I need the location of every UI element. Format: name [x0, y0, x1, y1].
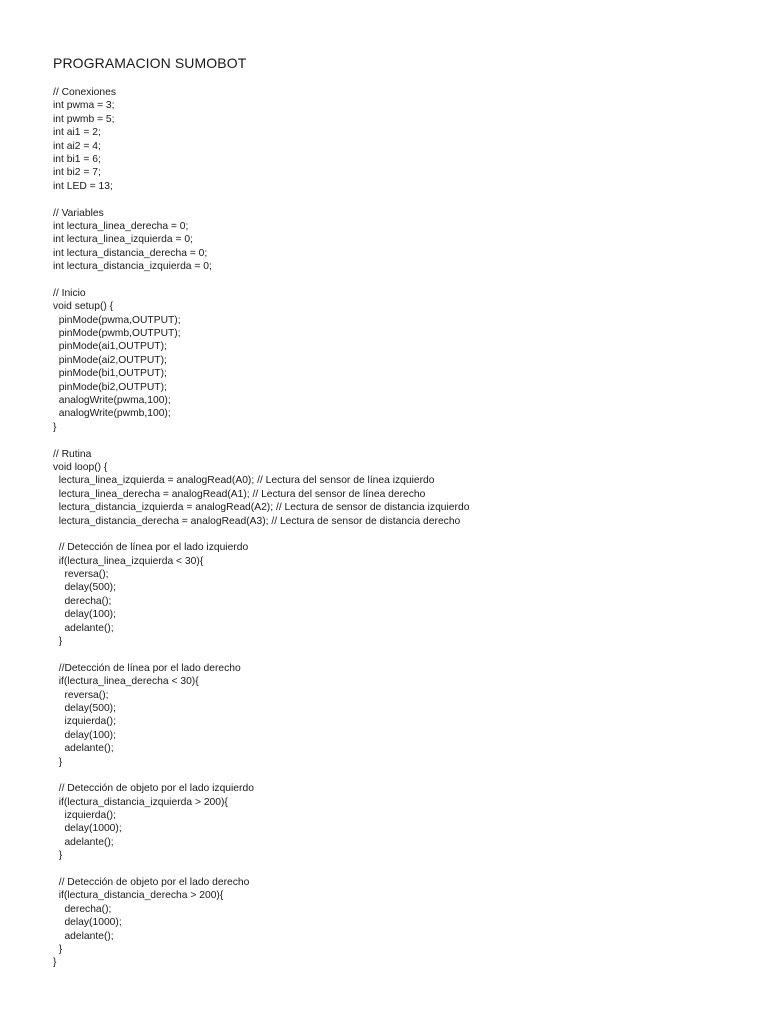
- code-line: [53, 648, 753, 661]
- code-line: [53, 434, 753, 447]
- code-line: //Detección de línea por el lado derecho: [53, 662, 241, 674]
- code-line: // Variables: [53, 207, 104, 219]
- code-line: }: [53, 957, 57, 969]
- code-line: int bi1 = 6;: [53, 153, 101, 165]
- code-line: // Inicio: [53, 287, 86, 299]
- code-line: izquierda();: [53, 810, 116, 822]
- code-line: [53, 273, 753, 286]
- code-line: if(lectura_distancia_derecha > 200){: [53, 890, 224, 902]
- code-line: izquierda();: [53, 716, 116, 728]
- code-line: lectura_linea_derecha = analogRead(A1); // Lectura del sensor de línea derecho: [53, 488, 426, 500]
- code-line: reversa();: [53, 569, 109, 581]
- code-line: [53, 193, 753, 206]
- code-line: // Detección de línea por el lado izquierdo: [53, 542, 249, 554]
- code-line: int LED = 13;: [53, 180, 113, 192]
- code-line: // Detección de objeto por el lado izquierdo: [53, 783, 254, 795]
- code-line: analogWrite(pwmb,100);: [53, 408, 171, 420]
- code-line: }: [53, 756, 63, 768]
- code-line: derecha();: [53, 595, 112, 607]
- code-line: analogWrite(pwma,100);: [53, 394, 171, 406]
- code-line: [53, 528, 753, 541]
- code-line: void loop() {: [53, 461, 108, 473]
- code-line: derecha();: [53, 903, 112, 915]
- code-line: pinMode(bi2,OUTPUT);: [53, 381, 167, 393]
- code-line: int pwma = 3;: [53, 100, 115, 112]
- code-line: pinMode(pwma,OUTPUT);: [53, 314, 181, 326]
- code-line: pinMode(ai2,OUTPUT);: [53, 354, 167, 366]
- code-line: adelante();: [53, 743, 114, 755]
- code-line: int ai2 = 4;: [53, 140, 101, 152]
- code-line: pinMode(bi1,OUTPUT);: [53, 368, 167, 380]
- code-line: lectura_linea_izquierda = analogRead(A0); // Lectura del sensor de línea izquierdo: [53, 475, 435, 487]
- document-page: [53, 54, 753, 970]
- code-line: reversa();: [53, 689, 109, 701]
- code-line: // Conexiones: [53, 87, 116, 98]
- code-line: // Rutina: [53, 448, 92, 460]
- code-line: delay(1000);: [53, 917, 122, 929]
- code-line: if(lectura_linea_derecha < 30){: [53, 676, 199, 688]
- code-line: delay(100);: [53, 609, 116, 621]
- code-line: delay(500);: [53, 582, 116, 594]
- code-block: [53, 86, 753, 970]
- code-line: int lectura_linea_derecha = 0;: [53, 220, 189, 232]
- code-line: }: [53, 944, 63, 955]
- code-line: if(lectura_linea_izquierda < 30){: [53, 555, 204, 567]
- code-line: }: [53, 636, 63, 648]
- code-line: }: [53, 850, 63, 862]
- code-line: lectura_distancia_derecha = analogRead(A3); // Lectura de sensor de distancia derecho: [53, 515, 461, 527]
- code-line: if(lectura_distancia_izquierda > 200){: [53, 796, 228, 808]
- code-line: adelante();: [53, 930, 114, 942]
- code-line: adelante();: [53, 622, 114, 634]
- code-line: }: [53, 421, 57, 433]
- code-line: void setup() {: [53, 301, 114, 313]
- code-line: delay(1000);: [53, 823, 122, 835]
- code-line: delay(500);: [53, 702, 116, 714]
- code-line: int bi2 = 7;: [53, 167, 101, 179]
- code-line: pinMode(pwmb,OUTPUT);: [53, 328, 181, 340]
- code-line: int lectura_linea_izquierda = 0;: [53, 234, 193, 246]
- code-line: int ai1 = 2;: [53, 127, 101, 139]
- code-line: [53, 769, 753, 782]
- code-line: int lectura_distancia_izquierda = 0;: [53, 261, 212, 273]
- code-line: pinMode(ai1,OUTPUT);: [53, 341, 167, 353]
- code-line: delay(100);: [53, 729, 116, 741]
- code-line: int pwmb = 5;: [53, 113, 115, 125]
- code-line: // Detección de objeto por el lado derecho: [53, 877, 250, 889]
- code-line: int lectura_distancia_derecha = 0;: [53, 247, 208, 259]
- code-line: lectura_distancia_izquierda = analogRead(A2); // Lectura de sensor de distancia izquierdo: [53, 502, 470, 514]
- document-title: PROGRAMACION SUMOBOT: [53, 55, 247, 71]
- code-line: adelante();: [53, 836, 114, 848]
- code-line: [53, 863, 753, 876]
